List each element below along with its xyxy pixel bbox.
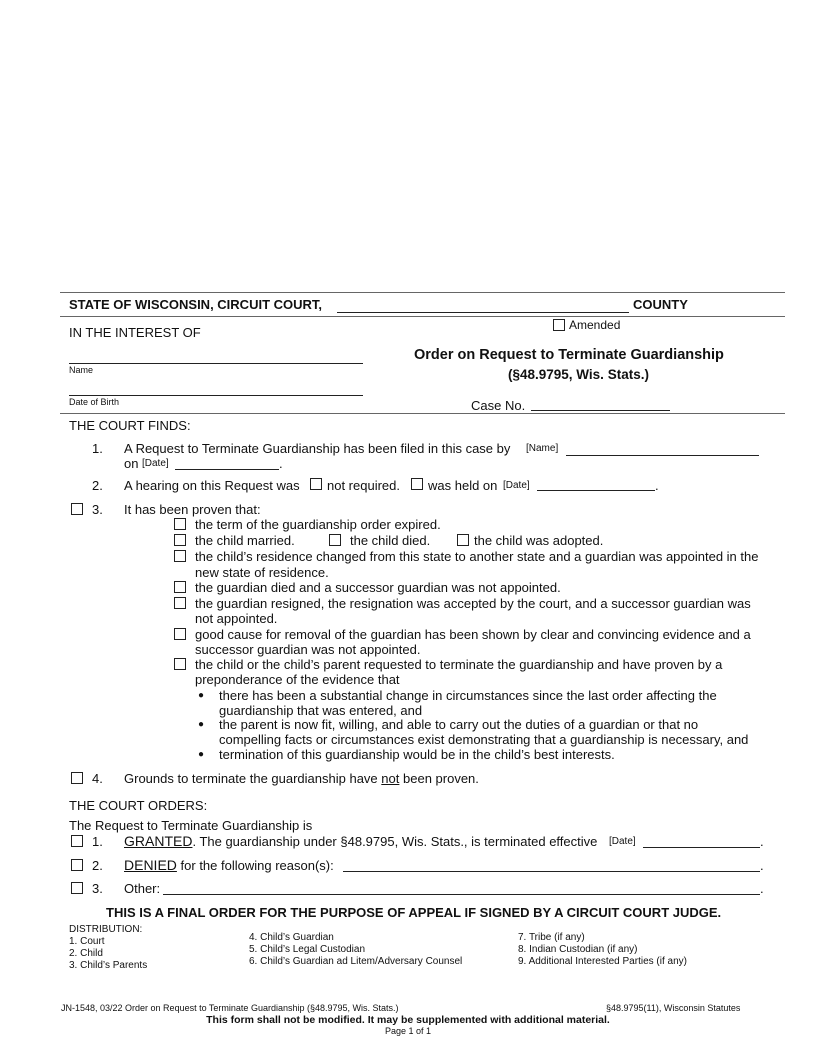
order-2-text (124, 857, 334, 873)
finding-2-period: . (655, 478, 659, 493)
bullet-2-line1: the parent is now fit, willing, and able to carry out the duties of a guardian or that no (219, 717, 699, 732)
form-title: Order on Request to Terminate Guardianship (414, 347, 724, 363)
finding-1-text: A Request to Terminate Guardianship has been filed in this case by (124, 441, 511, 456)
finding-2-number: 2. (92, 478, 103, 493)
distribution-heading: DISTRIBUTION: (69, 924, 143, 935)
findings-heading: THE COURT FINDS: (69, 418, 191, 433)
name-label: Name (69, 365, 94, 375)
amended-checkbox[interactable] (553, 319, 565, 331)
order-1-text (124, 833, 597, 849)
married-label: the child married. (195, 533, 295, 548)
form-subtitle: (§48.9795, Wis. Stats.) (508, 367, 649, 382)
denied-text: for the following reason(s): (180, 858, 334, 873)
final-order-notice: THIS IS A FINAL ORDER FOR THE PURPOSE OF APPEAL IF SIGNED BY A CIRCUIT COURT JUDGE. (106, 905, 722, 920)
hearing-not-required-checkbox[interactable] (310, 478, 322, 490)
header-bottom-rule (60, 413, 785, 414)
finding-3-text: It has been proven that: (124, 502, 261, 517)
county-field[interactable] (337, 312, 629, 313)
footer-page-number: Page 1 of 1 (384, 1026, 432, 1036)
finding-4-text-a: Grounds to terminate the guardianship have (124, 771, 378, 786)
bullet-3: termination of this guardianship would be in the child’s best interests. (219, 747, 615, 762)
guardian-died-label: the guardian died and a successor guardian was not appointed. (195, 580, 561, 595)
case-no-label: Case No. (471, 398, 526, 413)
finding-1-date-hint: [Date] (142, 458, 169, 469)
dob-label: Date of Birth (69, 397, 120, 407)
adopted-checkbox[interactable] (457, 534, 469, 546)
expired-label: the term of the guardianship order expired. (195, 517, 441, 532)
died-checkbox[interactable] (329, 534, 341, 546)
denied-reason-field[interactable] (343, 871, 760, 872)
requester-name-field[interactable] (566, 455, 759, 456)
state-court-label: STATE OF WISCONSIN, CIRCUIT COURT, (69, 297, 323, 312)
expired-checkbox[interactable] (174, 518, 186, 530)
good-cause-line1: good cause for removal of the guardian has been shown by clear and convincing evidence and a (195, 627, 751, 642)
termination-date-field[interactable] (643, 847, 760, 848)
finding-4-text (124, 771, 479, 786)
finding-1-name-hint: [Name] (526, 443, 559, 454)
request-date-field[interactable] (175, 469, 279, 470)
bullet-2-line2: compelling facts or circumstances exist demonstrating that a guardianship is necessary, and (219, 732, 749, 747)
order-2-period: . (760, 858, 764, 873)
distribution-item: 8. Indian Custodian (if any) (518, 944, 638, 955)
case-no-field[interactable] (531, 410, 670, 411)
adopted-label: the child was adopted. (474, 533, 604, 548)
denied-checkbox[interactable] (71, 859, 83, 871)
finding-1-period: . (279, 456, 283, 471)
finding-1-on: on (124, 456, 139, 471)
finding-4-not: not (381, 771, 400, 786)
bullet-1-line1: there has been a substantial change in circumstances since the last order affecting the (219, 688, 717, 703)
hearing-held-checkbox[interactable] (411, 478, 423, 490)
bullet-marker: ● (198, 719, 205, 730)
amended-label: Amended (569, 318, 621, 332)
married-checkbox[interactable] (174, 534, 186, 546)
granted-text: . The guardianship under §48.9795, Wis. Stats., is terminated effective (192, 834, 598, 849)
denied-label: DENIED (124, 857, 177, 873)
order-3-period: . (760, 881, 764, 896)
residence-label-line1: the child’s residence changed from this state to another state and a guardian was appointed in the (195, 549, 759, 564)
order-1-number: 1. (92, 834, 103, 849)
distribution-item: 5. Child’s Legal Custodian (249, 944, 366, 955)
order-3-number: 3. (92, 881, 103, 896)
granted-checkbox[interactable] (71, 835, 83, 847)
parent-request-line2: preponderance of the evidence that (195, 672, 400, 687)
died-label: the child died. (350, 533, 431, 548)
guardian-resigned-line2: not appointed. (195, 611, 278, 626)
bullet-marker: ● (198, 690, 205, 701)
date-of-birth-field[interactable] (69, 395, 363, 396)
finding-4-number: 4. (92, 771, 103, 786)
finding-4-text-b: been proven. (403, 771, 479, 786)
good-cause-checkbox[interactable] (174, 628, 186, 640)
finding-2-text: A hearing on this Request was (124, 478, 300, 493)
distribution-item: 4. Child’s Guardian (249, 932, 334, 943)
orders-intro: The Request to Terminate Guardianship is (69, 818, 313, 833)
bullet-marker: ● (198, 749, 205, 760)
guardian-died-checkbox[interactable] (174, 581, 186, 593)
hearing-held-label: was held on (428, 478, 498, 493)
other-field[interactable] (163, 894, 760, 895)
hearing-date-field[interactable] (537, 490, 655, 491)
distribution-item: 1. Court (69, 936, 105, 947)
in-interest-of-label: IN THE INTEREST OF (69, 325, 201, 340)
parent-request-checkbox[interactable] (174, 658, 186, 670)
child-name-field[interactable] (69, 363, 363, 364)
residence-label-line2: new state of residence. (195, 565, 329, 580)
county-label: COUNTY (633, 297, 688, 312)
other-label: Other: (124, 881, 161, 896)
finding-3-number: 3. (92, 502, 103, 517)
header-rule-2 (60, 316, 785, 317)
finding-3-checkbox[interactable] (71, 503, 83, 515)
other-checkbox[interactable] (71, 882, 83, 894)
granted-label: GRANTED (124, 833, 193, 849)
finding-4-checkbox[interactable] (71, 772, 83, 784)
distribution-item: 7. Tribe (if any) (518, 932, 585, 943)
guardian-resigned-checkbox[interactable] (174, 597, 186, 609)
distribution-item: 6. Child’s Guardian ad Litem/Adversary Counsel (249, 956, 463, 967)
header-top-rule (60, 292, 785, 293)
hearing-not-required-label: not required. (327, 478, 400, 493)
hearing-date-hint: [Date] (503, 480, 530, 491)
guardian-resigned-line1: the guardian resigned, the resignation was accepted by the court, and a successor guardian was (195, 596, 751, 611)
footer-notice: This form shall not be modified. It may be supplemented with additional material. (206, 1014, 610, 1026)
finding-1-number: 1. (92, 441, 103, 456)
distribution-item: 2. Child (69, 948, 103, 959)
good-cause-line2: successor guardian was not appointed. (195, 642, 421, 657)
distribution-item: 9. Additional Interested Parties (if any) (518, 956, 687, 967)
order-1-period: . (760, 834, 764, 849)
bullet-1-line2: guardianship that was entered, and (219, 703, 423, 718)
residence-checkbox[interactable] (174, 550, 186, 562)
footer-form-id: JN-1548, 03/22 Order on Request to Terminate Guardianship (§48.9795, Wis. Stats.) (61, 1003, 399, 1013)
footer-statute: §48.9795(11), Wisconsin Statutes (606, 1003, 741, 1013)
distribution-item: 3. Child’s Parents (69, 960, 148, 971)
parent-request-line1: the child or the child’s parent requested to terminate the guardianship and have proven by a (195, 657, 723, 672)
order-2-number: 2. (92, 858, 103, 873)
granted-date-hint: [Date] (609, 836, 636, 847)
orders-heading: THE COURT ORDERS: (69, 798, 208, 813)
